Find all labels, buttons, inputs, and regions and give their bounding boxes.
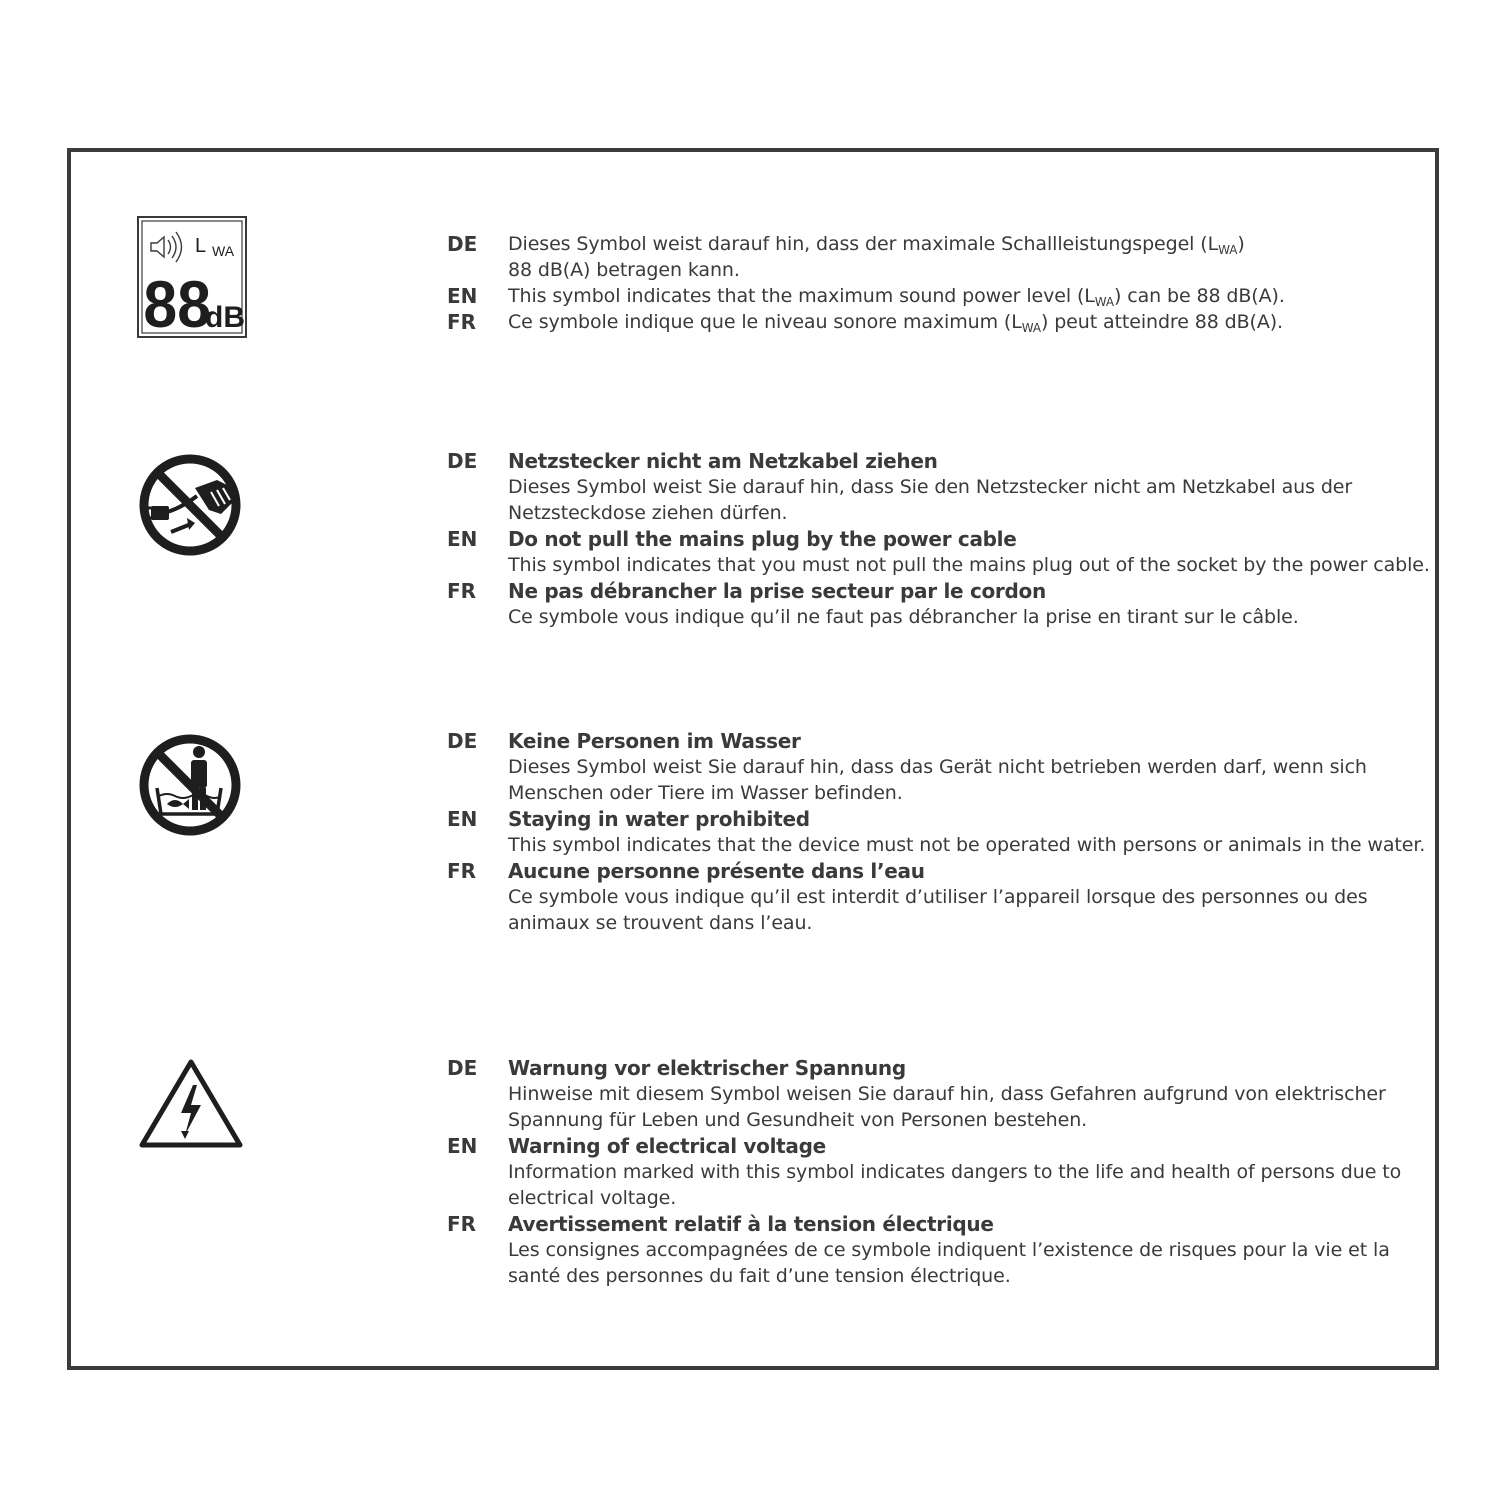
- db-value-text: 88: [143, 268, 211, 338]
- plug-en-title: Do not pull the mains plug by the power cable: [508, 527, 1017, 551]
- lang-label-de: DE: [447, 729, 478, 753]
- notice-frame: [67, 148, 1439, 1370]
- sound-power-level-88db-icon: [137, 216, 247, 342]
- lang-label-en: EN: [447, 527, 478, 551]
- electrical-voltage-warning-icon: [137, 1057, 245, 1155]
- plug-de-line-2: Netzsteckdose ziehen dürfen.: [508, 502, 788, 524]
- voltage-fr-line-2: santé des personnes du fait d’une tension électrique.: [508, 1265, 1011, 1287]
- voltage-fr-line-1: Les consignes accompagnées de ce symbole indiquent l’existence de risques pour la vie et la: [508, 1239, 1390, 1261]
- plug-de-line-1: Dieses Symbol weist Sie darauf hin, dass Sie den Netzstecker nicht am Netzkabel aus der: [508, 476, 1353, 498]
- lang-label-en: EN: [447, 1134, 478, 1158]
- water-de-line-2: Menschen oder Tiere im Wasser befinden.: [508, 782, 903, 804]
- sound-de-line-1: Dieses Symbol weist darauf hin, dass der maximale Schallleistungspegel $(L_{WA})$: [508, 233, 1245, 257]
- no-persons-in-water-icon: [137, 732, 243, 842]
- lang-label-fr: FR: [447, 1212, 477, 1236]
- voltage-de-line-2: Spannung für Leben und Gesundheit von Personen bestehen.: [508, 1109, 1088, 1131]
- voltage-de-line-1: Hinweise mit diesem Symbol weisen Sie darauf hin, dass Gefahren aufgrund von elektrischer: [508, 1083, 1386, 1105]
- voltage-en-line-1: Information marked with this symbol indicates dangers to the life and health of persons due to: [508, 1161, 1402, 1183]
- voltage-en-title: Warning of electrical voltage: [508, 1134, 826, 1158]
- voltage-fr-title: Avertissement relatif à la tension électrique: [508, 1212, 994, 1236]
- voltage-en-line-2: electrical voltage.: [508, 1187, 677, 1209]
- lang-label-fr: FR: [447, 859, 477, 883]
- water-fr-line-1: Ce symbole vous indique qu’il est interdit d’utiliser l’appareil lorsque des personnes ou des: [508, 886, 1368, 908]
- lang-label-en: EN: [447, 284, 478, 308]
- water-en-title: Staying in water prohibited: [508, 807, 810, 831]
- db-unit-text: dB: [205, 301, 245, 334]
- sound-fr-line: Ce symbole indique que le niveau sonore maximum $(L_{WA})$ peut atteindre 88 dB(A).: [508, 311, 1283, 335]
- water-fr-line-2: animaux se trouvent dans l’eau.: [508, 912, 813, 934]
- plug-de-title: Netzstecker nicht am Netzkabel ziehen: [508, 449, 938, 473]
- water-fr-title: Aucune personne présente dans l’eau: [508, 859, 925, 883]
- lang-label-de: DE: [447, 449, 478, 473]
- lang-label-fr: FR: [447, 310, 477, 334]
- plug-fr-line-1: Ce symbole vous indique qu’il ne faut pas débrancher la prise en tirant sur le câble.: [508, 606, 1299, 628]
- water-en-line-1: This symbol indicates that the device must not be operated with persons or animals in the water.: [508, 834, 1426, 856]
- sound-de-line-2: 88 dB(A) betragen kann.: [508, 259, 740, 281]
- water-de-title: Keine Personen im Wasser: [508, 729, 801, 753]
- lwa-l-text: L: [195, 235, 207, 257]
- lwa-sub-text: WA: [212, 243, 235, 259]
- water-de-line-1: Dieses Symbol weist Sie darauf hin, dass das Gerät nicht betrieben werden darf, wenn sich: [508, 756, 1367, 778]
- lang-label-en: EN: [447, 807, 478, 831]
- voltage-de-title: Warnung vor elektrischer Spannung: [508, 1056, 906, 1080]
- lang-label-fr: FR: [447, 579, 477, 603]
- plug-fr-title: Ne pas débrancher la prise secteur par le cordon: [508, 579, 1046, 603]
- sound-en-line: This symbol indicates that the maximum sound power level $(L_{WA})$ can be 88 dB(A).: [508, 285, 1285, 309]
- lang-label-de: DE: [447, 232, 478, 256]
- plug-en-line-1: This symbol indicates that you must not pull the mains plug out of the socket by the power cable.: [508, 554, 1430, 576]
- no-pulling-plug-by-cable-icon: [137, 452, 243, 562]
- lang-label-de: DE: [447, 1056, 478, 1080]
